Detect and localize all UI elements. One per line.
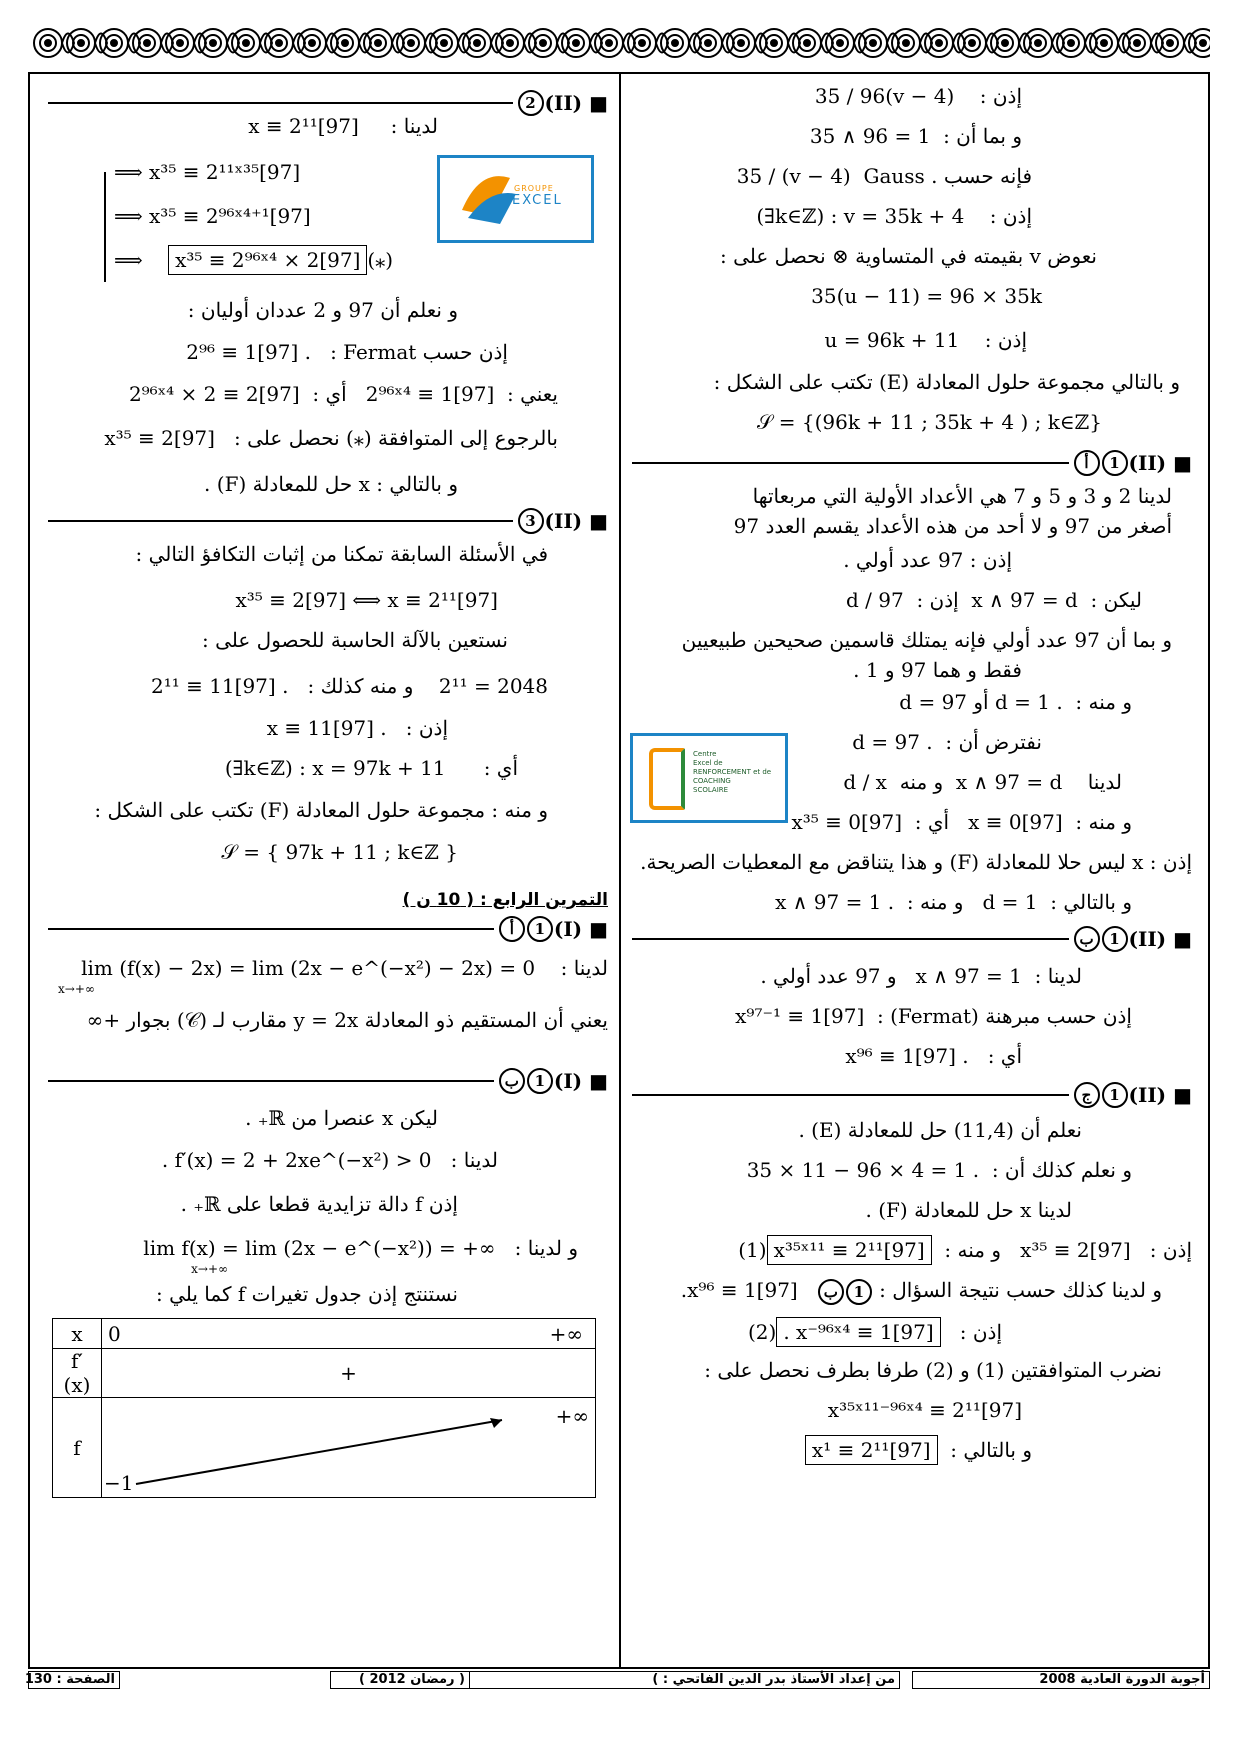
table-row: 0 +∞ <box>102 1319 596 1349</box>
bullet-icon: ■ <box>582 1069 608 1093</box>
line: و نعلم أن 97 و 2 عددان أوليان : <box>187 298 458 322</box>
table-header-x: x <box>53 1319 102 1349</box>
line: و منه : مجموعة حلول المعادلة (F) تكتب على الشكل : <box>94 798 548 822</box>
line: و بالتالي : x حل للمعادلة (F) . <box>204 472 458 496</box>
line: إذن f دالة تزايدية قطعا على ℝ₊ . <box>180 1192 458 1216</box>
boxed-result: x³⁵ˣ¹¹ ≡ 2¹¹[97] <box>767 1235 932 1265</box>
line: و بما أن : 35 ∧ 96 = 1 <box>809 124 1022 148</box>
bullet-icon: ■ <box>582 509 608 533</box>
subq-circle: أ <box>1074 450 1100 476</box>
q-circle: 1 <box>527 1068 553 1094</box>
variation-cell: −1 +∞ <box>102 1398 596 1498</box>
footer-date: ( رمضان 2012 ) <box>330 1671 470 1689</box>
line: لدينا : x ≡ 2¹¹[97] <box>248 114 438 138</box>
line: إذن حسب مبرهنة (Fermat) : x⁹⁷⁻¹ ≡ 1[97] <box>735 1004 1132 1028</box>
part-label: (II) <box>1128 927 1167 951</box>
section-rule <box>48 102 513 104</box>
line: ليكن : x ∧ 97 = d إذن : d / 97 <box>846 588 1142 612</box>
variation-table <box>52 1318 596 1498</box>
section-header <box>48 508 608 534</box>
ccs-logo <box>630 733 788 823</box>
part-label: (II) <box>1128 1083 1167 1107</box>
line: و بالتالي مجموعة حلول المعادلة (E) تكتب على الشكل : <box>713 370 1180 394</box>
line: نستنتج إذن جدول تغيرات f كما يلي : <box>156 1282 458 1306</box>
line: فقط و هما 97 و 1 . <box>853 658 1022 682</box>
logo-text: EXCEL <box>512 193 563 208</box>
section-header <box>48 90 608 116</box>
line: نفترض أن : d = 97 . <box>852 730 1042 754</box>
footer-author: من إعداد الأستاذ بدر الدين الفاتحي : ) <box>470 1671 900 1689</box>
line: إذن : x ≡ 11[97] . <box>266 716 448 740</box>
subq-circle: ج <box>1074 1082 1100 1108</box>
column-divider <box>619 72 621 1669</box>
q-circle: 1 <box>1102 450 1128 476</box>
boxed-result: x³⁵ ≡ 2⁹⁶ˣ⁴ × 2[97] <box>168 245 367 275</box>
line: إذن : (∃k∈ℤ) : v = 35k + 4 <box>756 204 1032 228</box>
line: إذن : 35 / 96(v − 4) <box>814 84 1022 108</box>
line: إذن : . x⁻⁹⁶ˣ⁴ ≡ 1[97](2) <box>748 1320 1002 1344</box>
boxed-result: x¹ ≡ 2¹¹[97] <box>805 1435 938 1465</box>
line: ⟹ x³⁵ ≡ 2⁹⁶ˣ⁴ × 2[97] (⁎) <box>114 248 393 272</box>
section-rule <box>632 1094 1069 1096</box>
line: إذن : x³⁵ ≡ 2[97] و منه : x³⁵ˣ¹¹ ≡ 2¹¹[97](1) <box>738 1238 1192 1262</box>
table-header-f: f <box>53 1398 102 1498</box>
section-header <box>632 926 1192 952</box>
logo-text: GROUPE <box>514 184 554 193</box>
page-number: الصفحة : 130 <box>28 1671 120 1689</box>
line: لدينا : x ∧ 97 = 1 و 97 عدد أولي . <box>760 964 1082 988</box>
footer <box>24 1669 1210 1693</box>
exercise-title: التمرين الرابع : ( 10 ن ) <box>402 890 608 910</box>
line: 𝒮 = { 97k + 11 ; k∈ℤ } <box>221 840 458 864</box>
line: نعلم أن (11,4) حل للمعادلة (E) . <box>798 1118 1082 1142</box>
decorative-border <box>28 14 1210 72</box>
part-label: (I) <box>553 1069 583 1093</box>
line: و منه : d = 97 أو d = 1 . <box>899 690 1132 714</box>
line: أي : (∃k∈ℤ) : x = 97k + 11 <box>224 756 518 780</box>
q-circle: 1 <box>527 916 553 942</box>
footer-title: أجوبة الدورة العادية 2008 <box>912 1671 1210 1689</box>
subq-circle: ب <box>499 1068 525 1094</box>
section-rule <box>632 938 1069 940</box>
line: نستعين بالآلة الحاسبة للحصول على : <box>202 628 508 652</box>
line: أصغر من 97 و لا أحد من هذه الأعداد يقسم العدد 97 <box>733 514 1172 538</box>
door-logo-icon <box>649 748 685 810</box>
line: و بالتالي : d = 1 و منه : x ∧ 97 = 1 . <box>775 890 1132 914</box>
line: لدينا : lim (f(x) − 2x) = lim (2x − e^(−x²) − 2x) = 0 <box>81 956 608 980</box>
line: بالرجوع إلى المتوافقة (⁎) نحصل على : x³⁵ ≡ 2[97] <box>104 426 558 450</box>
section-header <box>48 916 608 942</box>
line: إذن : x ليس حلا للمعادلة (F) و هذا يتناقض مع المعطيات الصريحة. <box>640 850 1192 874</box>
line: x³⁵ ≡ 2[97] ⟺ x ≡ 2¹¹[97] <box>235 588 498 612</box>
section-rule <box>48 928 494 930</box>
line: x³⁵ˣ¹¹⁻⁹⁶ˣ⁴ ≡ 2¹¹[97] <box>827 1398 1022 1422</box>
line: لدينا x حل للمعادلة (F) . <box>865 1198 1072 1222</box>
line: ⟹ x³⁵ ≡ 2¹¹ˣ³⁵[97] <box>114 160 301 184</box>
q-circle: 1 <box>1102 926 1128 952</box>
section-rule <box>48 520 513 522</box>
section-header <box>632 1082 1192 1108</box>
line: أي : x⁹⁶ ≡ 1[97] . <box>845 1044 1022 1068</box>
limit-subscript: x→+∞ <box>58 982 95 996</box>
logo-text: Centre Excel de RENFORCEMENT et de COACHING SCOLAIRE <box>693 750 772 794</box>
limit-subscript: x→+∞ <box>191 1262 228 1276</box>
subq-circle: ب <box>1074 926 1100 952</box>
line: و لدينا : lim f(x) = lim (2x − e^(−x²)) = +∞ <box>143 1236 578 1260</box>
section-header <box>48 1068 608 1094</box>
section-rule <box>632 462 1069 464</box>
increasing-arrow-icon <box>102 1398 532 1498</box>
line: إذن : 97 عدد أولي . <box>843 548 1012 572</box>
ornament-pattern-icon <box>28 14 1210 72</box>
line: ليكن x عنصرا من ℝ₊ . <box>245 1106 438 1130</box>
line: لدينا 2 و 3 و 5 و 7 هي الأعداد الأولية التي مربعاتها <box>752 484 1172 508</box>
line: لدينا : . f′(x) = 2 + 2xe^(−x²) > 0 <box>161 1148 498 1172</box>
q-circle: 1 <box>1102 1082 1128 1108</box>
section-rule <box>48 1080 494 1082</box>
line: نضرب المتوافقتين (1) و (2) طرفا بطرف نحصل على : <box>704 1358 1162 1382</box>
section-header <box>632 450 1192 476</box>
line: يعني أن المستقيم ذو المعادلة y = 2x مقارب لـ (𝒞) بجوار +∞ <box>86 1008 608 1032</box>
line: فإنه حسب . Gauss 35 / (v − 4) <box>736 164 1032 188</box>
bullet-icon: ■ <box>1166 1083 1192 1107</box>
q-circle: 1 <box>846 1279 872 1305</box>
q-circle: 2 <box>518 90 544 116</box>
subq-circle: أ <box>499 916 525 942</box>
part-label: (II) <box>1128 451 1167 475</box>
boxed-result: . x⁻⁹⁶ˣ⁴ ≡ 1[97] <box>776 1317 940 1347</box>
line: في الأسئلة السابقة تمكنا من إثبات التكافؤ التالي : <box>135 542 548 566</box>
part-label: (I) <box>553 917 583 941</box>
table-header-fprime: f′(x) <box>53 1349 102 1398</box>
line: يعني : 2⁹⁶ˣ⁴ ≡ 1[97] أي : 2⁹⁶ˣ⁴ × 2 ≡ 2[97] <box>128 382 558 406</box>
line: 35(u − 11) = 96 × 35k <box>811 284 1042 308</box>
line: و نعلم كذلك أن : 35 × 11 − 96 × 4 = 1 . <box>746 1158 1132 1182</box>
bullet-icon: ■ <box>1166 451 1192 475</box>
brace-line <box>104 172 106 282</box>
part-label: (II) <box>544 509 583 533</box>
line: 2¹¹ = 2048 و منه كذلك : 2¹¹ ≡ 11[97] . <box>150 674 548 698</box>
line: و لدينا كذلك حسب نتيجة السؤال : 1ب .x⁹⁶ ≡ 1[97] <box>681 1278 1162 1305</box>
bullet-icon: ■ <box>582 91 608 115</box>
line: و بالتالي : x¹ ≡ 2¹¹[97] <box>805 1438 1032 1462</box>
line: ⟹ x³⁵ ≡ 2⁹⁶ˣ⁴⁺¹[97] <box>114 204 311 228</box>
line: 𝒮 = {(96k + 11 ; 35k + 4 ) ; k∈ℤ} <box>756 410 1102 434</box>
line: لدينا x ∧ 97 = d و منه d / x <box>843 770 1122 794</box>
line: و بما أن 97 عدد أولي فإنه يمتلك قاسمين صحيحين طبيعيين <box>681 628 1172 652</box>
line: نعوض v بقيمته في المتساوية ⊗ نحصل على : <box>720 244 1097 268</box>
bullet-icon: ■ <box>582 917 608 941</box>
line: و منه : x ≡ 0[97] أي : x³⁵ ≡ 0[97] <box>791 810 1132 834</box>
table-row: + <box>102 1349 596 1398</box>
line: إذن : u = 96k + 11 <box>824 328 1027 352</box>
subq-circle: ب <box>818 1279 844 1305</box>
excel-logo <box>437 155 594 243</box>
line: إذن حسب Fermat : 2⁹⁶ ≡ 1[97] . <box>186 340 508 364</box>
q-circle: 3 <box>518 508 544 534</box>
bullet-icon: ■ <box>1166 927 1192 951</box>
part-label: (II) <box>544 91 583 115</box>
